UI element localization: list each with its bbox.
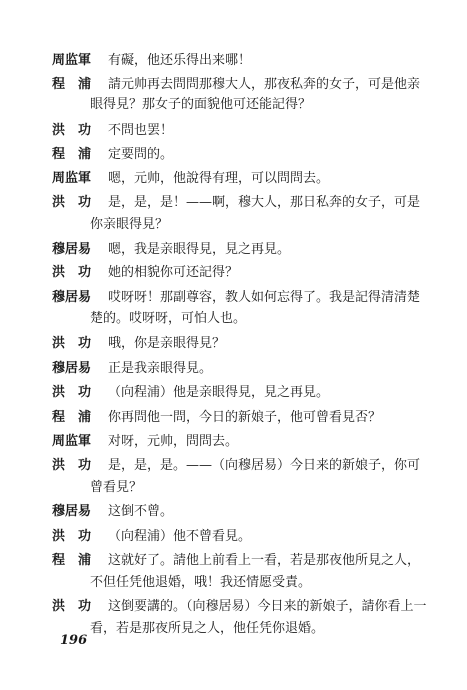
- speaker-name: 周监軍: [52, 171, 92, 186]
- speaker-name: 洪 功: [52, 123, 92, 138]
- dialogue-line: [52, 382, 329, 404]
- speaker-name: 程 浦: [52, 77, 92, 92]
- dialogue-line: [52, 74, 420, 96]
- speaker-name: 程 浦: [52, 410, 92, 425]
- speaker-name: 洪 功: [52, 529, 92, 544]
- dialogue-line: [52, 120, 173, 142]
- dialogue-continuation: 你亲眼得見？: [90, 217, 169, 232]
- dialogue-continuation: 不但任凭他退婚，哦！我还情愿受責。: [90, 575, 312, 590]
- dialogue-text: 哦，你是亲眼得見？: [108, 336, 226, 351]
- dialogue-text: （向程浦）他是亲眼得見，見之再見。: [108, 385, 330, 400]
- dialogue-continuation: 楚的。哎呀呀，可怕人也。: [90, 311, 247, 326]
- dialogue-line: [52, 144, 173, 166]
- dialogue-text: 請元帅再去問問那穆大人，那夜私奔的女子，可是他亲: [108, 77, 421, 92]
- dialogue-line: [52, 358, 212, 380]
- speaker-name: 洪 功: [52, 265, 92, 280]
- dialogue-text: 你再問他一問，今日的新娘子，他可曾看見否？: [108, 410, 382, 425]
- dialogue-line: [52, 431, 238, 453]
- dialogue-text: （向程浦）他不曾看見。: [108, 529, 252, 544]
- dialogue-text: 定要問的。: [108, 147, 174, 162]
- speaker-name: 洪 功: [52, 336, 92, 351]
- dialogue-line: [52, 333, 225, 355]
- dialogue-text: 这倒要講的。（向穆居易）今日来的新娘子，請你看上一: [108, 599, 427, 614]
- speaker-name: 洪 功: [52, 599, 92, 614]
- dialogue-text: 哎呀呀！那副尊容，教人如何忘得了。我是記得清清楚: [108, 290, 421, 305]
- speaker-name: 周监軍: [52, 434, 92, 449]
- dialogue-line: [52, 455, 420, 477]
- dialogue-continuation: 眼得見？那女子的面貌他可还能記得？: [90, 97, 312, 112]
- dialogue-line: [52, 168, 329, 190]
- dialogue-line: [52, 262, 238, 284]
- speaker-name: 洪 功: [52, 458, 92, 473]
- dialogue-line: [52, 526, 251, 548]
- dialogue-text: 正是我亲眼得見。: [108, 361, 213, 376]
- dialogue-text: 嗯，我是亲眼得見，見之再見。: [108, 242, 291, 257]
- dialogue-text: 对呀，元帅，問問去。: [108, 434, 239, 449]
- dialogue-continuation: 看，若是那夜所見之人，他任凭你退婚。: [90, 621, 325, 636]
- dialogue-line: [52, 192, 420, 214]
- dialogue-line: [52, 50, 251, 72]
- speaker-name: 洪 功: [52, 385, 92, 400]
- dialogue-line: [52, 239, 290, 261]
- dialogue-line: [52, 501, 173, 523]
- dialogue-text: 有礙，他还乐得出来哪！: [108, 53, 252, 68]
- dialogue-text: 嗯，元帅，他說得有理，可以問問去。: [108, 171, 330, 186]
- speaker-name: 穆居易: [52, 361, 92, 376]
- dialogue-text: 不問也罢！: [108, 123, 174, 138]
- dialogue-continuation: 曾看見？: [90, 480, 143, 495]
- speaker-name: 周监軍: [52, 53, 92, 68]
- dialogue-text: 是，是，是。——（向穆居易）今日来的新娘子，你可: [108, 458, 421, 473]
- speaker-name: 穆居易: [52, 290, 92, 305]
- dialogue-text: 是，是，是！——啊，穆大人，那日私奔的女子，可是: [108, 195, 421, 210]
- speaker-name: 程 浦: [52, 147, 92, 162]
- dialogue-line: [52, 550, 420, 572]
- dialogue-text: 这倒不曾。: [108, 504, 174, 519]
- dialogue-line: [52, 287, 420, 309]
- speaker-name: 穆居易: [52, 242, 92, 257]
- dialogue-text: 这就好了。請他上前看上一看，若是那夜他所見之人，: [108, 553, 421, 568]
- dialogue-text: 她的相貌你可还記得？: [108, 265, 239, 280]
- dialogue-line: [52, 596, 427, 618]
- speaker-name: 穆居易: [52, 504, 92, 519]
- speaker-name: 洪 功: [52, 195, 92, 210]
- dialogue-line: [52, 407, 381, 429]
- page-number: 196: [60, 633, 88, 648]
- speaker-name: 程 浦: [52, 553, 92, 568]
